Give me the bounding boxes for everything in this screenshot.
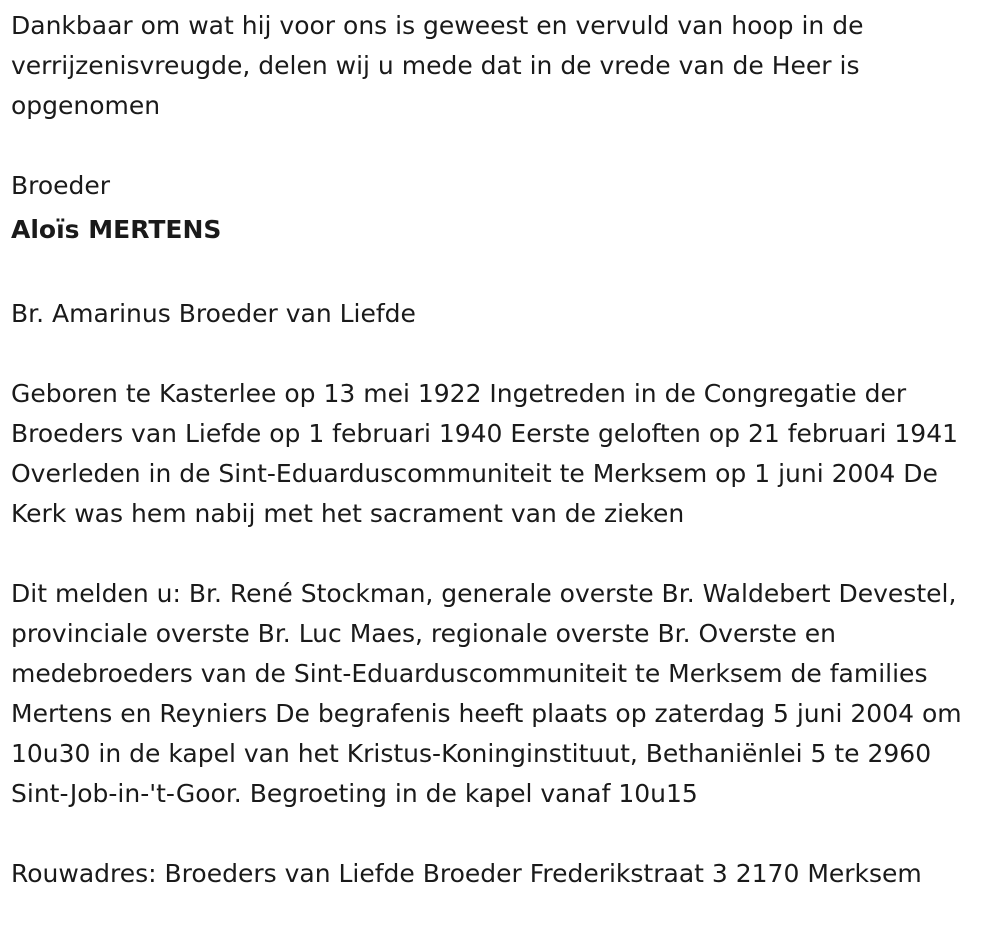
deceased-title: Broeder [11, 171, 111, 200]
spacer [11, 334, 988, 374]
deceased-name: Aloïs MERTENS [11, 215, 222, 244]
spacer [11, 126, 988, 166]
intro-text: Dankbaar om wat hij voor ons is geweest en vervuld van hoop in de verrijzenisvreugde, delen wij u mede dat in de vrede van de Heer is opgenomen [11, 11, 864, 120]
spacer [11, 814, 988, 854]
announcement-text: Dit melden u: Br. René Stockman, generale overste Br. Waldebert Devestel, provinciale overste Br. Luc Maes, regionale overste Br. Overste en medebroeders van de Sint-Eduarduscommuniteit te Merksem de families Mertens en Reyniers De begrafenis heeft plaats op zaterdag 5 juni 2004 om 10u30 in de kapel van het Kristus-Koninginstituut, Bethaniënlei 5 te 2960 Sint-Job-in-'t-Goor. Begroeting in de kapel vanaf 10u15 [11, 579, 962, 808]
spacer [11, 534, 988, 574]
religious-name: Br. Amarinus Broeder van Liefde [11, 299, 416, 328]
biography-text: Geboren te Kasterlee op 13 mei 1922 Ingetreden in de Congregatie der Broeders van Liefde op 1 februari 1940 Eerste geloften op 21 februari 1941 Overleden in de Sint-Eduarduscommuniteit te Merksem op 1 juni 2004 De Kerk was hem nabij met het sacrament van de zieken [11, 379, 959, 528]
spacer [11, 254, 988, 294]
mourning-address: Rouwadres: Broeders van Liefde Broeder Frederikstraat 3 2170 Merksem [11, 859, 922, 888]
